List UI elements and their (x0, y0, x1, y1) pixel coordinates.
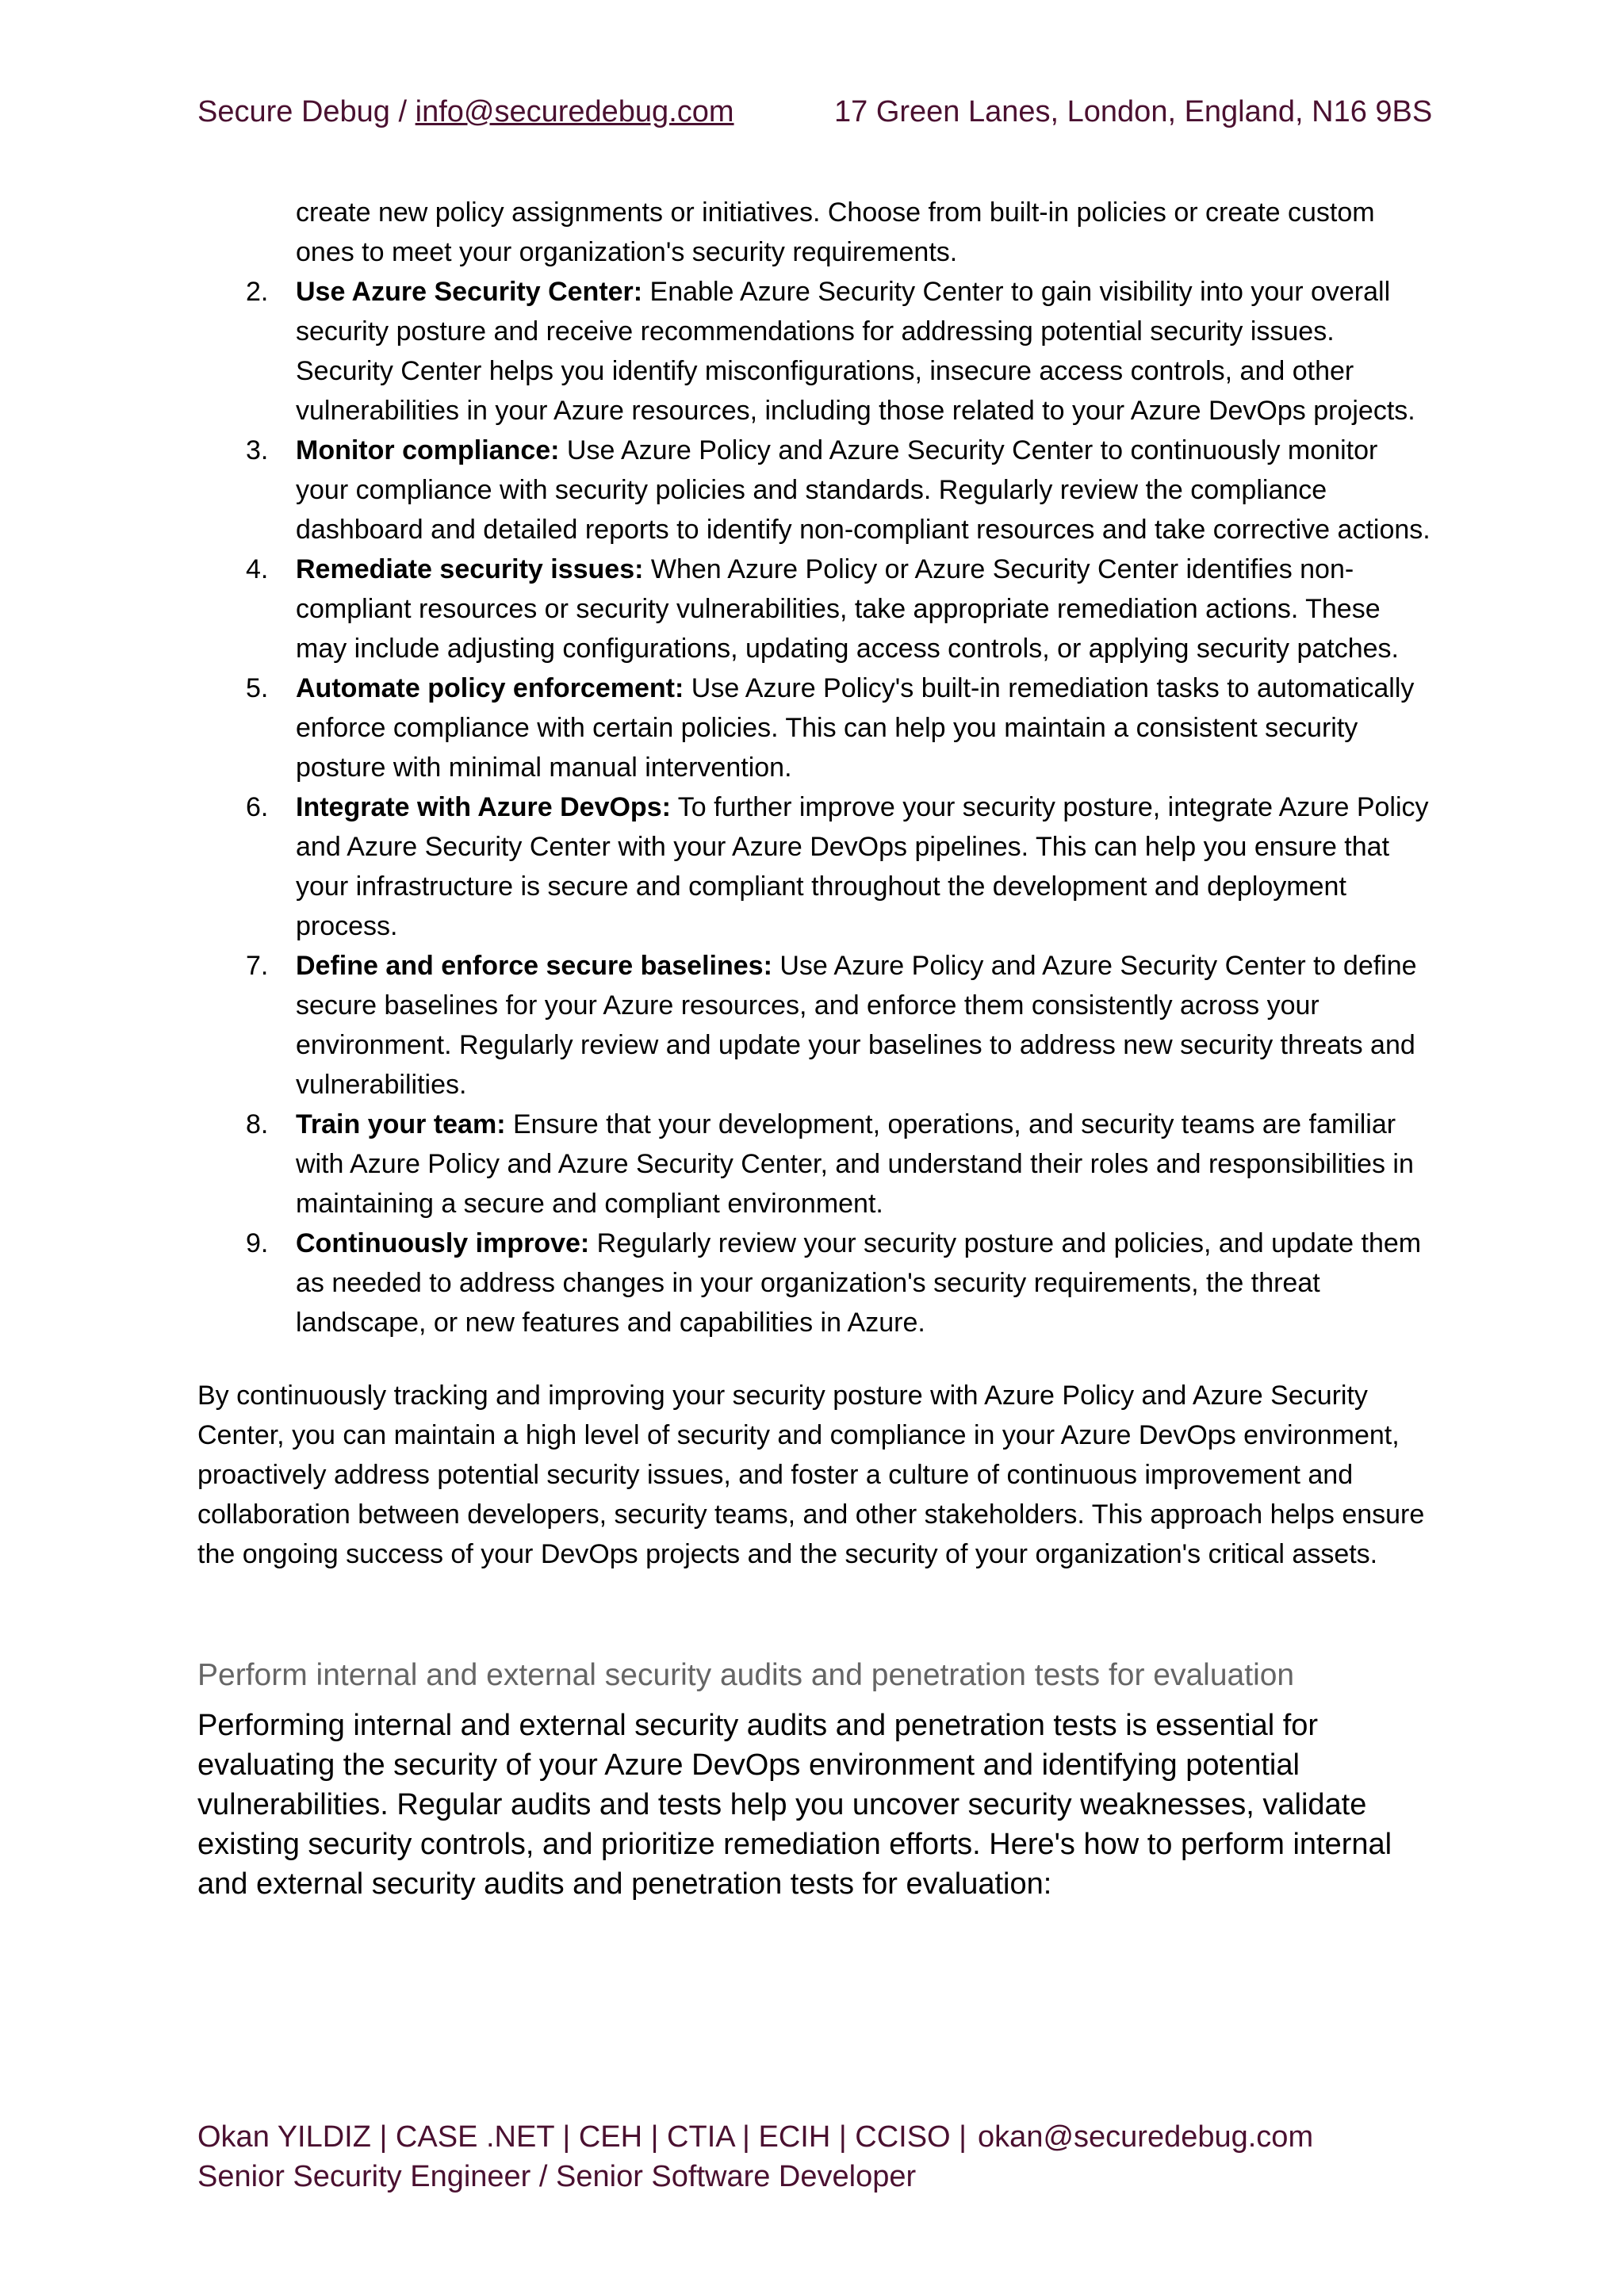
item-text: When Azure Policy or Azure Security Center identifies non-compliant resources or security vulnerabilities, take appropriate remediation actions. These may include adjusting configurations, updating access controls, or applying security patches. (296, 554, 1399, 664)
item-text: Use Azure Policy's built-in remediation tasks to automatically enforce compliance with certain policies. This can help you maintain a consistent security posture with minimal manual intervention. (296, 673, 1415, 783)
steps-list (197, 272, 1434, 1342)
continued-paragraph: create new policy assignments or initiatives. Choose from built-in policies or create custom ones to meet your organization's security requirements. (296, 197, 1375, 267)
section-heading: Perform internal and external security audits and penetration tests for evaluation (197, 1658, 1295, 1692)
list-item (197, 668, 1434, 787)
header-email-link[interactable]: info@securedebug.com (415, 95, 734, 128)
item-number: 5. (246, 673, 269, 703)
item-text: Regularly review your security posture and policies, and update them as needed to address changes in your organization's security requirements, the threat landscape, or new features and capabilities in Azure. (296, 1228, 1422, 1338)
item-title: Automate policy enforcement: (296, 673, 684, 703)
header-address: 17 Green Lanes, London, England, N16 9BS (834, 95, 1433, 128)
item-title: Monitor compliance: (296, 435, 560, 465)
item-text: Enable Azure Security Center to gain visibility into your overall security posture and receive recommendations for addressing potential security issues. Security Center helps you identify misconfigurations, insecure access controls, and other vulnerabilities in your Azure resources, including those related to your Azure DevOps projects. (296, 277, 1415, 426)
item-number: 8. (246, 1109, 269, 1139)
footer-role: Senior Security Engineer / Senior Software Developer (197, 2160, 917, 2193)
list-item (197, 1224, 1434, 1342)
item-text: To further improve your security posture, integrate Azure Policy and Azure Security Center with your Azure DevOps pipelines. This can help you ensure that your infrastructure is secure and compliant throughout the development and deployment process. (296, 792, 1429, 941)
item-title: Continuously improve: (296, 1228, 590, 1258)
item-title: Use Azure Security Center: (296, 277, 643, 307)
item-text: Use Azure Policy and Azure Security Center to continuously monitor your compliance with security policies and standards. Regularly review the compliance dashboard and detailed reports to identify non-compliant resources and take corrective actions. (296, 435, 1431, 545)
item-number: 7. (246, 951, 269, 981)
document-body (197, 193, 1434, 1904)
item-number: 9. (246, 1228, 269, 1258)
section-intro-paragraph: Performing internal and external security audits and penetration tests is essential for evaluating the security of your Azure DevOps environment and identifying potential vulnerabilities. Regular audits and tests help you uncover security weaknesses, validate existing security controls, and prioritize remediation efforts. Here's how to perform internal and external security audits and penetration tests for evaluation: (197, 1709, 1392, 1901)
item-title: Train your team: (296, 1109, 506, 1139)
item-number: 6. (246, 792, 269, 822)
list-item (197, 1105, 1434, 1224)
item-text: Use Azure Policy and Azure Security Center to define secure baselines for your Azure resources, and enforce them consistently across your environment. Regularly review and update your baselines to address new security threats and vulnerabilities. (296, 951, 1417, 1100)
item-title: Integrate with Azure DevOps: (296, 792, 671, 822)
item-title: Remediate security issues: (296, 554, 644, 584)
company-name: Secure Debug / (197, 95, 408, 128)
list-item (197, 787, 1434, 946)
item-number: 2. (246, 277, 269, 307)
page-header (197, 95, 1434, 135)
footer-credentials: Okan YILDIZ | CASE .NET | CEH | CTIA | ECIH | CCISO | (197, 2120, 967, 2154)
header-company (197, 95, 734, 129)
footer-credentials-line (197, 2117, 1434, 2157)
page-footer (197, 2117, 1434, 2196)
summary-paragraph: By continuously tracking and improving your security posture with Azure Policy and Azure Security Center, you can maintain a high level of security and compliance in your Azure DevOps environment, proactively address potential security issues, and foster a culture of continuous improvement and collaboration between developers, security teams, and other stakeholders. This approach helps ensure the ongoing success of your DevOps projects and the security of your organization's critical assets. (197, 1381, 1425, 1569)
item-title: Define and enforce secure baselines: (296, 951, 772, 981)
footer-email: okan@securedebug.com (978, 2120, 1314, 2154)
list-item (197, 431, 1434, 550)
list-item (197, 946, 1434, 1105)
list-item (197, 272, 1434, 431)
item-text: Ensure that your development, operations, and security teams are familiar with Azure Policy and Azure Security Center, and understand their roles and responsibilities in maintaining a secure and compliant environment. (296, 1109, 1414, 1219)
item-number: 3. (246, 435, 269, 465)
list-item (197, 550, 1434, 668)
item-number: 4. (246, 554, 269, 584)
